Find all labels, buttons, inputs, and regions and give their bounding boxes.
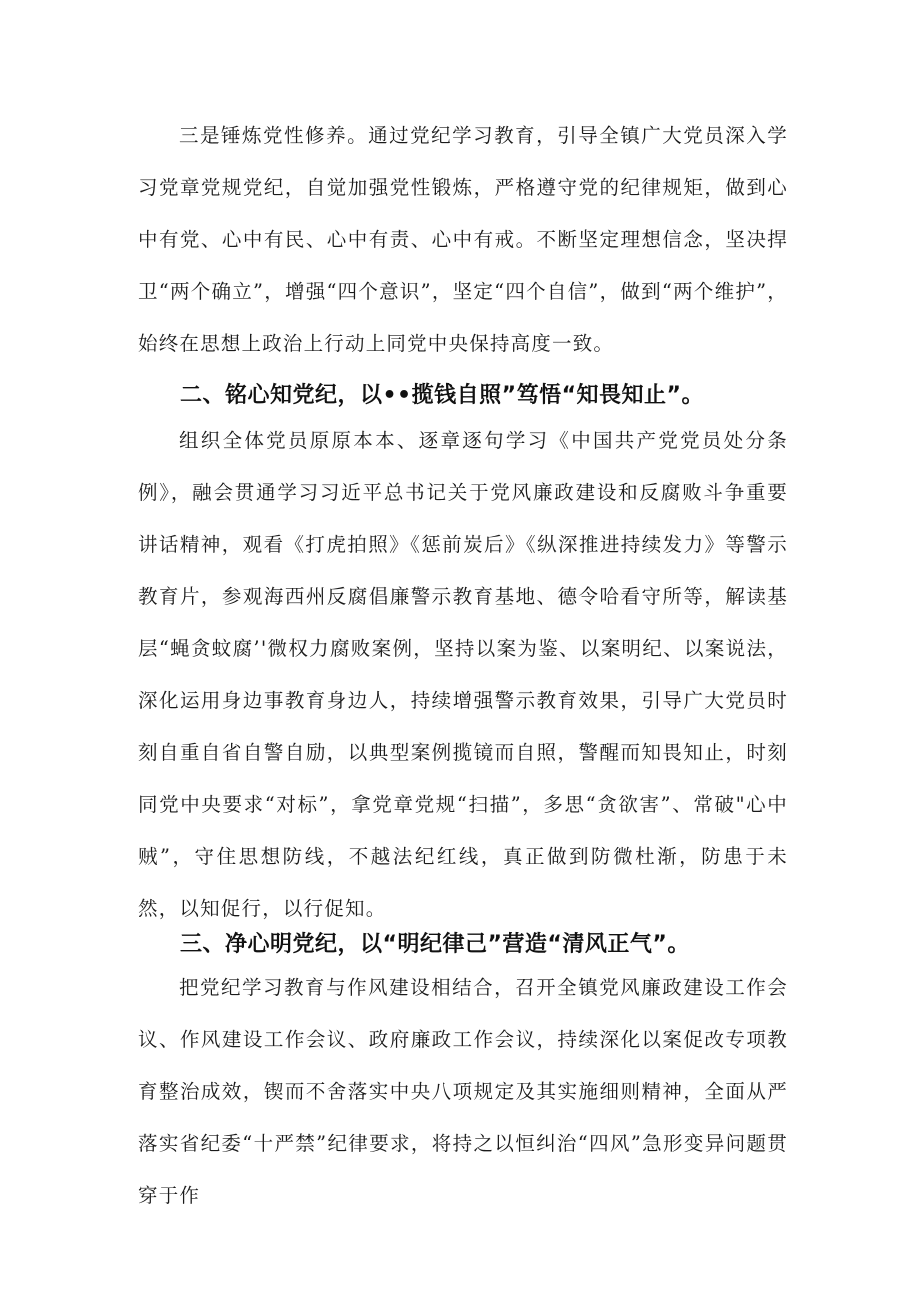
section-heading-3: 三、净心明党纪，以“明纪律己”营造“清风正气”。 (180, 932, 690, 957)
body-paragraph-1: 三是锤炼党性修养。通过党纪学习教育，引导全镇广大党员深入学习党章党规党纪，自觉加强党性锻炼，严格遵守党的纪律规矩，做到心中有党、心中有民、心中有责、心中有戒。不断坚定理想信念，坚决捍卫“两个确立”，增强“四个意识”，坚定“四个自信”，做到“两个维护”，始终在思想上政治上行动上同党中央保持高度一致。 (138, 124, 788, 355)
section-heading-2: 二、铭心知党纪，以••揽钱自照”笃悟“知畏知止”。 (180, 383, 705, 408)
body-paragraph-2: 组织全体党员原原本本、逐章逐句学习《中国共产党党员处分条例》，融会贯通学习习近平总书记关于党风廉政建设和反腐败斗争重要讲话精神，观看《打虎拍照》《惩前炭后》《纵深推进持续发力》等警示教育片，参观海西州反腐倡廉警示教育基地、德令哈看守所等，解读基层“蝇贪蚊腐’'微权力腐败案例，坚持以案为鉴、以案明纪、以案说法，深化运用身边事教育身边人，持续增强警示教育效果，引导广大党员时刻自重自省自警自励，以典型案例揽镜而自照，警醒而知畏知止，时刻同党中央要求“对标”，拿党章党规“扫描”，多思“贪欲害”、常破"心中贼”，守住思想防线，不越法纪红线，真正做到防微杜渐，防患于未然，以知促行，以行促知。 (138, 429, 788, 920)
body-paragraph-3: 把党纪学习教育与作风建设相结合，召开全镇党风廉政建设工作会议、作风建设工作会议、政府廉政工作会议，持续深化以案促改专项教育整治成效，锲而不舍落实中央八项规定及其实施细则精神，全面从严落实省纪委“十严禁”纪律要求，将持之以恒纠治“四风”急形变异问题贯穿于作 (138, 976, 788, 1207)
